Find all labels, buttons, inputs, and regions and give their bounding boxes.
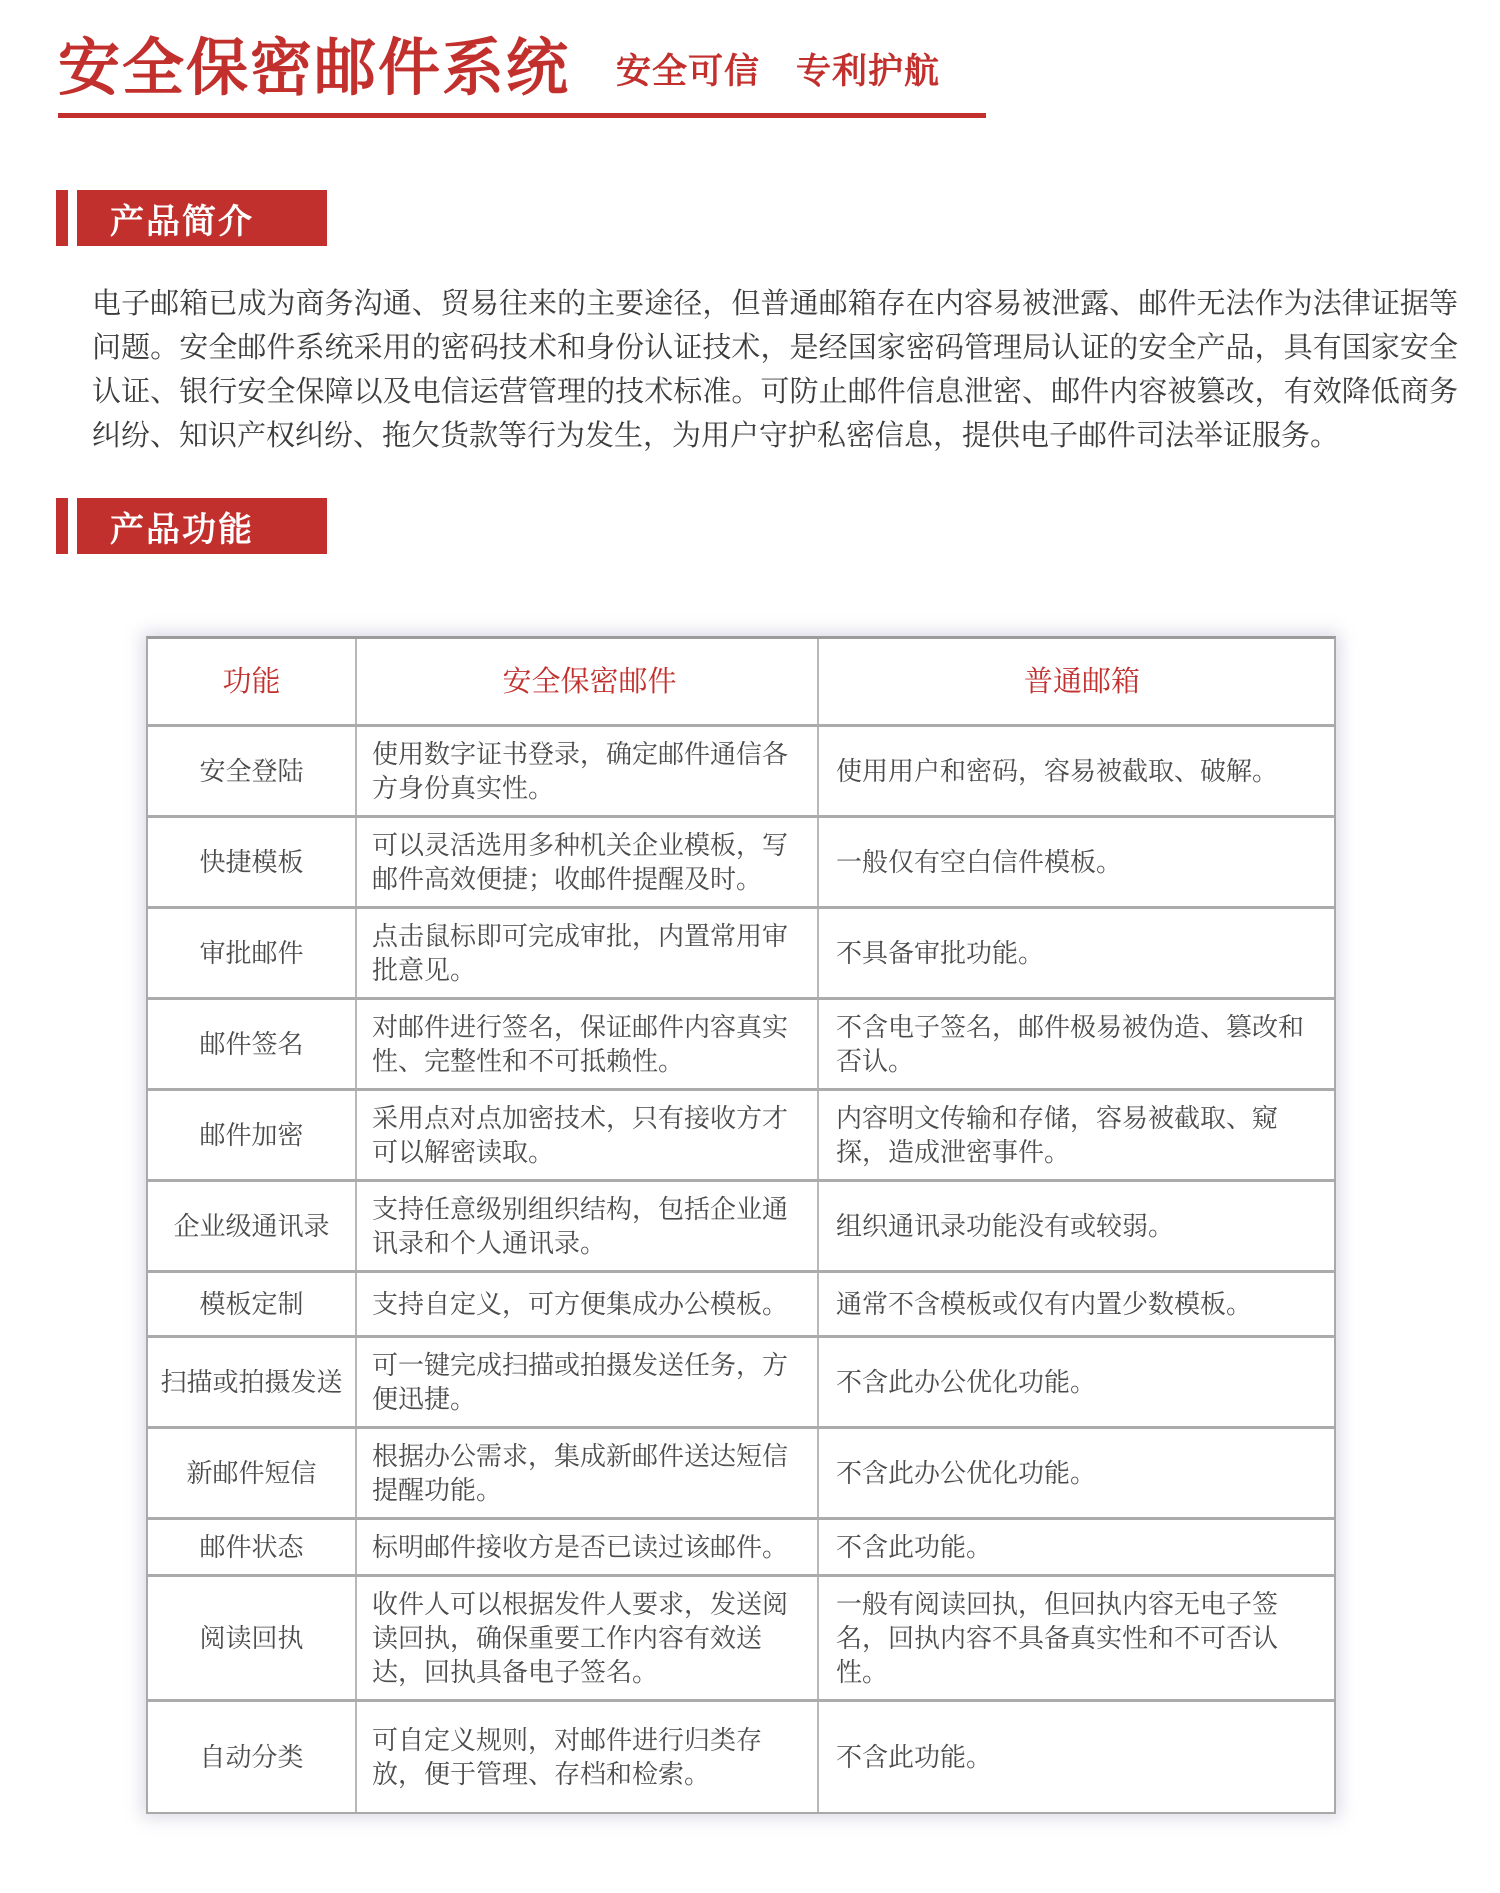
column-header-ordinary-mail: 普通邮箱: [817, 639, 1334, 724]
title-line: [58, 36, 1500, 101]
ordinary-mail-cell: [817, 1091, 1334, 1179]
accent-bar: [56, 190, 68, 246]
ordinary-mail-cell: [817, 1338, 1334, 1426]
feature-name-cell: [148, 818, 355, 906]
table-row: [148, 1091, 1334, 1182]
section-header-features: [56, 498, 1500, 554]
ordinary-mail-desc: 一般仅有空白信件模板。: [836, 847, 1123, 878]
ordinary-mail-cell: [817, 1577, 1334, 1699]
feature-name: 快捷模板: [199, 847, 304, 878]
secure-mail-desc: 可自定义规则，对邮件进行归类存放，便于管理、存档和检索。: [372, 1725, 763, 1790]
secure-mail-cell: [355, 1577, 817, 1699]
intro-heading: 产品简介: [77, 190, 327, 246]
section-header-intro: [56, 190, 1500, 246]
secure-mail-desc: 标明邮件接收方是否已读过该邮件。: [372, 1532, 789, 1563]
table-row: [148, 1520, 1334, 1577]
feature-name-cell: [148, 1520, 355, 1574]
ordinary-mail-desc: 不含此办公优化功能。: [836, 1367, 1097, 1398]
feature-name: 企业级通讯录: [173, 1211, 330, 1242]
feature-name: 邮件状态: [199, 1532, 304, 1563]
feature-name-cell: [148, 1182, 355, 1270]
secure-mail-desc: 支持自定义，可方便集成办公模板。: [372, 1289, 789, 1320]
feature-name-cell: [148, 727, 355, 815]
ordinary-mail-desc: 不具备审批功能。: [836, 938, 1045, 969]
column-header-feature: 功能: [222, 665, 281, 698]
ordinary-mail-cell: [817, 818, 1334, 906]
secure-mail-desc: 可一键完成扫描或拍摄发送任务，方便迅捷。: [372, 1350, 789, 1415]
table-row: [148, 1702, 1334, 1812]
features-table: [146, 636, 1336, 1814]
feature-name: 邮件加密: [199, 1120, 304, 1151]
feature-name: 新邮件短信: [186, 1458, 317, 1489]
feature-name: 扫描或拍摄发送: [160, 1367, 343, 1398]
table-row: [148, 1429, 1334, 1520]
secure-mail-cell: [355, 1520, 817, 1574]
secure-mail-cell: [355, 1182, 817, 1270]
intro-paragraph: 电子邮箱已成为商务沟通、贸易往来的主要途径，但普通邮箱存在内容易被泄露、邮件无法作为法律证据等问题。安全邮件系统采用的密码技术和身份认证技术，是经国家密码管理局认证的安全产品，具有国家安全认证、银行安全保障以及电信运营管理的技术标准。可防止邮件信息泄密、邮件内容被篡改，有效降低商务纠纷、知识产权纠纷、拖欠货款等行为发生，为用户守护私密信息，提供电子邮件司法举证服务。: [92, 288, 1458, 453]
secure-mail-desc: 采用点对点加密技术，只有接收方才可以解密读取。: [372, 1103, 789, 1168]
feature-name: 自动分类: [199, 1742, 304, 1773]
column-header-secure-mail: 安全保密邮件: [355, 639, 817, 724]
table-row: [148, 727, 1334, 818]
ordinary-mail-desc: 不含此办公优化功能。: [836, 1458, 1097, 1489]
ordinary-mail-desc: 不含此功能。: [836, 1532, 993, 1563]
secure-mail-cell: [355, 1273, 817, 1335]
ordinary-mail-cell: [817, 1429, 1334, 1517]
ordinary-mail-cell: [817, 1273, 1334, 1335]
ordinary-mail-desc: 不含此功能。: [836, 1742, 993, 1773]
ordinary-mail-desc: 内容明文传输和存储，容易被截取、窥探，造成泄密事件。: [836, 1103, 1279, 1168]
feature-name-cell: [148, 1091, 355, 1179]
ordinary-mail-desc: 不含电子签名，邮件极易被伪造、篡改和否认。: [836, 1012, 1305, 1077]
ordinary-mail-cell: [817, 909, 1334, 997]
ordinary-mail-cell: [817, 1702, 1334, 1812]
page-subtitle: 安全可信 专利护航: [616, 52, 941, 92]
secure-mail-cell: [355, 909, 817, 997]
ordinary-mail-desc: 使用用户和密码，容易被截取、破解。: [836, 756, 1279, 787]
secure-mail-desc: 对邮件进行签名，保证邮件内容真实性、完整性和不可抵赖性。: [372, 1012, 789, 1077]
page-title: 安全保密邮件系统: [58, 34, 571, 103]
feature-name-cell: [148, 1000, 355, 1088]
table-body: [148, 727, 1334, 1812]
table-row: [148, 1577, 1334, 1702]
secure-mail-desc: 支持任意级别组织结构，包括企业通讯录和个人通讯录。: [372, 1194, 789, 1259]
secure-mail-desc: 点击鼠标即可完成审批，内置常用审批意见。: [372, 921, 789, 986]
table-row: [148, 909, 1334, 1000]
ordinary-mail-cell: [817, 1520, 1334, 1574]
feature-name-cell: [148, 1273, 355, 1335]
feature-name-cell: [148, 909, 355, 997]
ordinary-mail-desc: 一般有阅读回执，但回执内容无电子签名，回执内容不具备真实性和不可否认性。: [836, 1589, 1279, 1688]
title-underline: [58, 113, 986, 118]
feature-name: 模板定制: [199, 1289, 304, 1320]
secure-mail-cell: [355, 818, 817, 906]
secure-mail-cell: [355, 1091, 817, 1179]
secure-mail-cell: [355, 1000, 817, 1088]
feature-name-cell: [148, 1338, 355, 1426]
features-heading: 产品功能: [77, 498, 327, 554]
secure-mail-desc: 使用数字证书登录，确定邮件通信各方身份真实性。: [372, 739, 789, 804]
ordinary-mail-desc: 组织通讯录功能没有或较弱。: [836, 1211, 1175, 1242]
table-row: [148, 1000, 1334, 1091]
table-row: [148, 1338, 1334, 1429]
feature-name: 审批邮件: [199, 938, 304, 969]
feature-name: 阅读回执: [199, 1623, 304, 1654]
table-header-row: [148, 639, 1334, 727]
feature-name-cell: [148, 1577, 355, 1699]
feature-name: 邮件签名: [199, 1029, 304, 1060]
table-row: [148, 1182, 1334, 1273]
secure-mail-cell: [355, 727, 817, 815]
secure-mail-cell: [355, 1702, 817, 1812]
secure-mail-cell: [355, 1338, 817, 1426]
feature-name: 安全登陆: [199, 756, 304, 787]
secure-mail-desc: 可以灵活选用多种机关企业模板，写邮件高效便捷；收邮件提醒及时。: [372, 830, 789, 895]
secure-mail-cell: [355, 1429, 817, 1517]
table-row: [148, 1273, 1334, 1338]
ordinary-mail-cell: [817, 727, 1334, 815]
ordinary-mail-cell: [817, 1000, 1334, 1088]
ordinary-mail-desc: 通常不含模板或仅有内置少数模板。: [836, 1289, 1253, 1320]
accent-bar: [56, 498, 68, 554]
secure-mail-desc: 根据办公需求，集成新邮件送达短信提醒功能。: [372, 1441, 789, 1506]
doc-header: [0, 0, 1500, 118]
table-row: [148, 818, 1334, 909]
ordinary-mail-cell: [817, 1182, 1334, 1270]
feature-name-cell: [148, 1429, 355, 1517]
feature-name-cell: [148, 1702, 355, 1812]
secure-mail-desc: 收件人可以根据发件人要求，发送阅读回执，确保重要工作内容有效送达，回执具备电子签名。: [372, 1589, 789, 1688]
